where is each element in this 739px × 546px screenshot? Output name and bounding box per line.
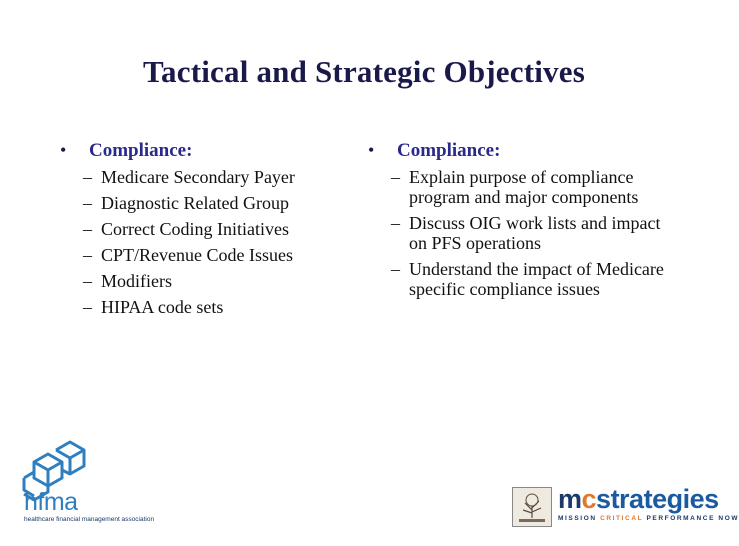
right-bullet — [368, 138, 668, 163]
left-sub-list — [60, 167, 360, 318]
list-item: – HIPAA code sets — [60, 297, 360, 318]
dash-icon: – — [83, 297, 92, 317]
dash-icon: – — [391, 167, 400, 187]
dash-icon: – — [391, 213, 400, 233]
dash-icon: – — [391, 259, 400, 279]
list-item: – Modifiers — [60, 271, 360, 292]
dash-icon: – — [83, 193, 92, 213]
dash-icon: – — [83, 219, 92, 239]
mc-strategies-logo — [558, 484, 719, 515]
left-bullet — [60, 138, 360, 163]
mc-word: strategies — [596, 484, 719, 514]
list-item: – Understand the impact of Medicare specific compliance issues — [368, 259, 668, 299]
bullet-dot-icon: • — [60, 140, 67, 160]
list-item: – Correct Coding Initiatives — [60, 219, 360, 240]
elsevier-tree-icon — [512, 487, 552, 527]
list-item: – Discuss OIG work lists and impact on PFS operations — [368, 213, 668, 253]
list-item: – CPT/Revenue Code Issues — [60, 245, 360, 266]
mc-letter-c: c — [581, 484, 597, 514]
right-sub-list — [368, 167, 668, 299]
dash-icon: – — [83, 245, 92, 265]
dash-icon: – — [83, 167, 92, 187]
list-item: – Medicare Secondary Payer — [60, 167, 360, 188]
slide-title: Tactical and Strategic Objectives — [143, 54, 585, 89]
bullet-dot-icon: • — [368, 140, 375, 160]
dash-icon: – — [83, 271, 92, 291]
list-item: – Explain purpose of compliance program and major components — [368, 167, 668, 207]
left-column — [60, 138, 360, 323]
list-item: – Diagnostic Related Group — [60, 193, 360, 214]
hfma-tagline: healthcare financial management association — [24, 516, 155, 523]
right-heading: Compliance: — [397, 140, 501, 161]
mc-letter-m: m — [558, 484, 582, 514]
hfma-name: hfma — [24, 488, 78, 516]
right-column — [368, 138, 668, 305]
mc-tagline: MISSION CRITICAL PERFORMANCE NOW — [558, 515, 739, 522]
left-heading: Compliance: — [89, 140, 193, 161]
